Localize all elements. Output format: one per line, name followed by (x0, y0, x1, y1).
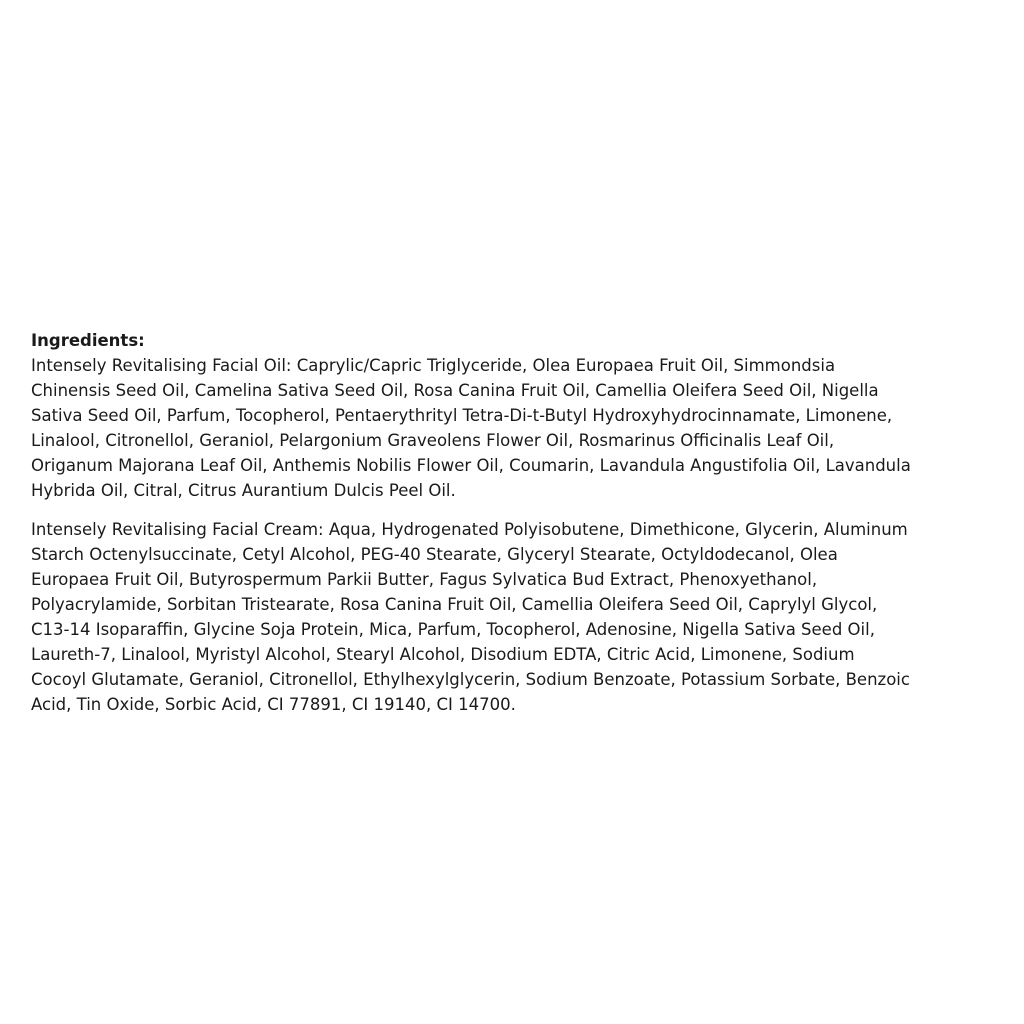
paragraph-gap (31, 503, 1006, 517)
ingredient-line: Europaea Fruit Oil, Butyrospermum Parkii Butter, Fagus Sylvatica Bud Extract, Phenoxyethanol, (31, 570, 818, 589)
ingredient-line: Starch Octenylsuccinate, Cetyl Alcohol, PEG-40 Stearate, Glyceryl Stearate, Octyldodecanol, Olea (31, 545, 838, 564)
ingredient-line: Acid, Tin Oxide, Sorbic Acid, CI 77891, CI 19140, CI 14700. (31, 695, 516, 714)
ingredient-line: C13-14 Isoparaffin, Glycine Soja Protein, Mica, Parfum, Tocopherol, Adenosine, Nigella Sativa Seed Oil, (31, 620, 875, 639)
ingredient-line: Sativa Seed Oil, Parfum, Tocopherol, Pentaerythrityl Tetra-Di-t-Butyl Hydroxyhydrocinnamate, Limonene, (31, 406, 893, 425)
ingredient-line: Polyacrylamide, Sorbitan Tristearate, Rosa Canina Fruit Oil, Camellia Oleifera Seed Oil, Caprylyl Glycol, (31, 595, 878, 614)
ingredients-panel (31, 328, 1006, 717)
ingredient-line: Origanum Majorana Leaf Oil, Anthemis Nobilis Flower Oil, Coumarin, Lavandula Angustifolia Oil, Lavandula (31, 456, 911, 475)
ingredient-line: Linalool, Citronellol, Geraniol, Pelargonium Graveolens Flower Oil, Rosmarinus Officinalis Leaf Oil, (31, 431, 835, 450)
ingredients-heading: Ingredients: (31, 331, 145, 350)
ingredient-line: Cocoyl Glutamate, Geraniol, Citronellol, Ethylhexylglycerin, Sodium Benzoate, Potassium Sorbate, Benzoic (31, 670, 910, 689)
ingredient-line: Intensely Revitalising Facial Oil: Caprylic/Capric Triglyceride, Olea Europaea Fruit Oil, Simmondsia (31, 356, 836, 375)
facial-cream-ingredients (31, 517, 1006, 717)
ingredient-line: Hybrida Oil, Citral, Citrus Aurantium Dulcis Peel Oil. (31, 481, 456, 500)
ingredient-line: Intensely Revitalising Facial Cream: Aqua, Hydrogenated Polyisobutene, Dimethicone, Glycerin, Aluminum (31, 520, 908, 539)
ingredient-line: Laureth-7, Linalool, Myristyl Alcohol, Stearyl Alcohol, Disodium EDTA, Citric Acid, Limonene, Sodium (31, 645, 855, 664)
ingredient-line: Chinensis Seed Oil, Camelina Sativa Seed Oil, Rosa Canina Fruit Oil, Camellia Oleifera Seed Oil, Nigella (31, 381, 879, 400)
facial-oil-ingredients (31, 353, 1006, 503)
